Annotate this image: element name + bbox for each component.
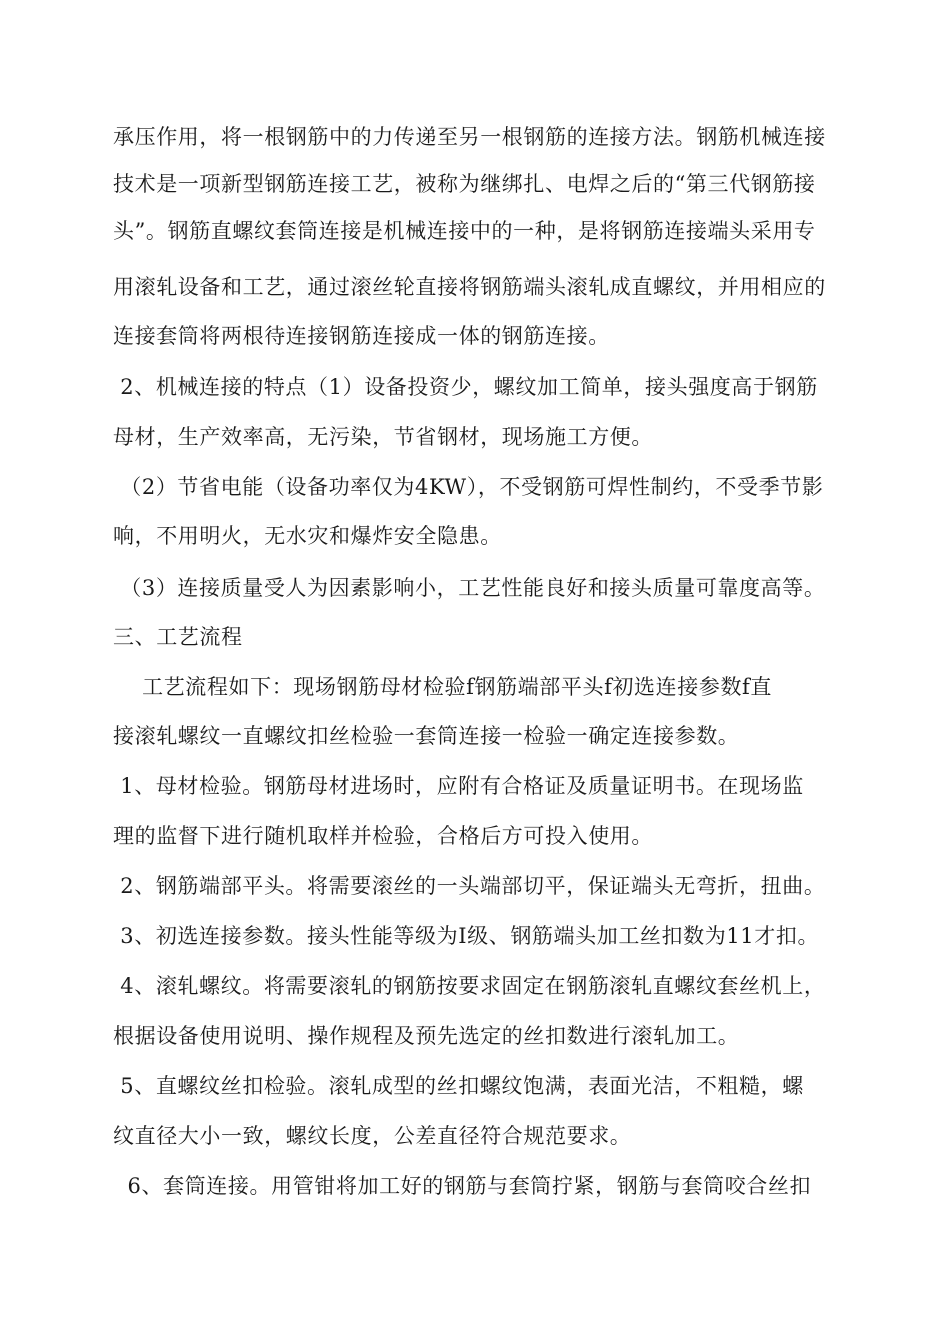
text-line: 技术是一项新型钢筋连接工艺，被称为继绑扎、电焊之后的“第三代钢筋接 xyxy=(113,172,816,196)
text-line: 根据设备使用说明、操作规程及预先选定的丝扣数进行滚轧加工。 xyxy=(113,1024,740,1048)
text-line: 承压作用，将一根钢筋中的力传递至另一根钢筋的连接方法。钢筋机械连接 xyxy=(113,125,826,149)
text-line: 理的监督下进行随机取样并检验，合格后方可投入使用。 xyxy=(113,824,653,848)
text-line: 2、钢筋端部平头。将需要滚丝的一头端部切平，保证端头无弯折，扭曲。 xyxy=(113,874,826,898)
text-line: 4、滚轧螺纹。将需要滚轧的钢筋按要求固定在钢筋滚轧直螺纹套丝机上， xyxy=(113,974,826,998)
text-line: 用滚轧设备和工艺，通过滚丝轮直接将钢筋端头滚轧成直螺纹，并用相应的 xyxy=(113,275,826,299)
text-line: 母材，生产效率高，无污染，节省钢材，现场施工方便。 xyxy=(113,425,653,449)
text-line: （2）节省电能（设备功率仅为4KW），不受钢筋可焊性制约，不受季节影 xyxy=(113,475,824,499)
text-line: 头”。钢筋直螺纹套筒连接是机械连接中的一种，是将钢筋连接端头采用专 xyxy=(113,219,816,243)
text-line: 响，不用明火，无水灾和爆炸安全隐患。 xyxy=(113,524,502,548)
text-line: 3、初选连接参数。接头性能等级为Ⅰ级、钢筋端头加工丝扣数为11才扣。 xyxy=(113,924,820,948)
text-line: 纹直径大小一致，螺纹长度，公差直径符合规范要求。 xyxy=(113,1124,632,1148)
text-line: 1、母材检验。钢筋母材进场时，应附有合格证及质量证明书。在现场监 xyxy=(113,774,804,798)
text-line: 连接套筒将两根待连接钢筋连接成一体的钢筋连接。 xyxy=(113,324,610,348)
text-line: 接滚轧螺纹一直螺纹扣丝检验一套筒连接一检验一确定连接参数。 xyxy=(113,724,740,748)
text-line: （3）连接质量受人为因素影响小，工艺性能良好和接头质量可靠度高等。 xyxy=(113,576,826,600)
section-heading: 三、工艺流程 xyxy=(113,625,243,649)
text-line: 6、套筒连接。用管钳将加工好的钢筋与套筒拧紧，钢筋与套筒咬合丝扣 xyxy=(113,1174,812,1198)
text-line: 工艺流程如下：现场钢筋母材检验f钢筋端部平头f初选连接参数f直 xyxy=(113,675,773,699)
text-line: 5、直螺纹丝扣检验。滚轧成型的丝扣螺纹饱满，表面光洁，不粗糙，螺 xyxy=(113,1074,804,1098)
text-line: 2、机械连接的特点（1）设备投资少，螺纹加工简单，接头强度高于钢筋 xyxy=(113,375,818,399)
